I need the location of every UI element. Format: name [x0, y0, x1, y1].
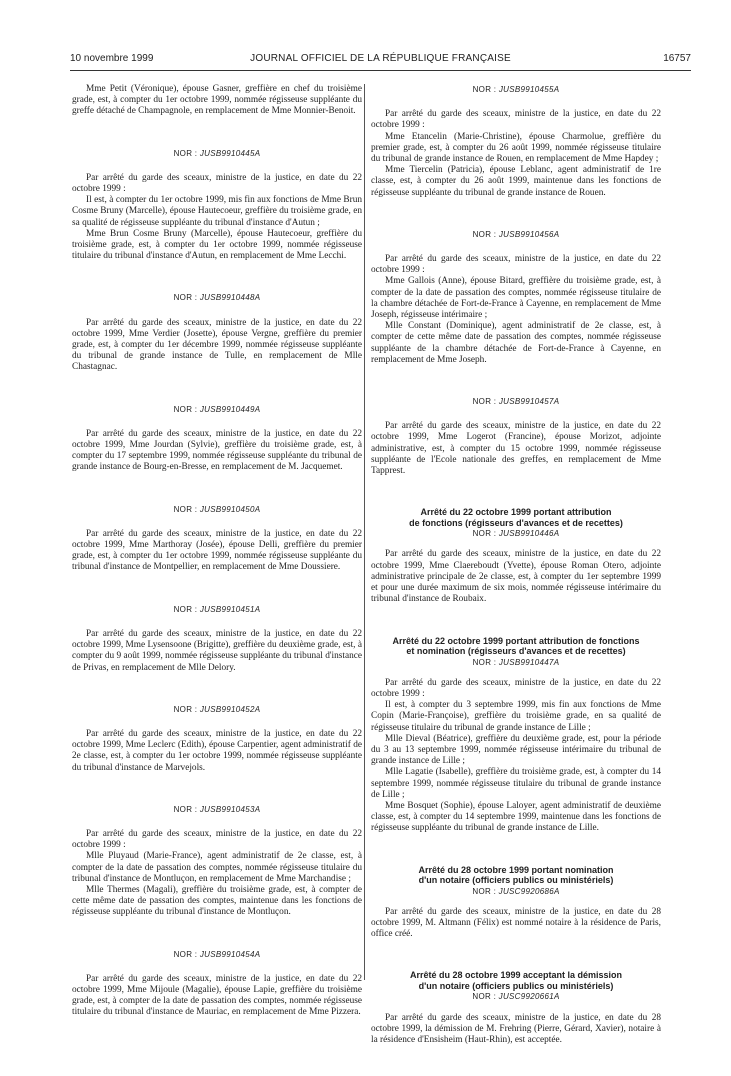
- nor-code: JUSB9910457A: [498, 397, 560, 407]
- nor-reference: [72, 604, 362, 615]
- nor-code: JUSC9920661A: [498, 992, 560, 1002]
- nor-reference: [371, 991, 661, 1002]
- nor-reference: [371, 396, 661, 407]
- decree-section: [72, 504, 362, 574]
- decree-section: [72, 292, 362, 373]
- nor-label: NOR :: [472, 992, 497, 1002]
- nor-reference: [72, 504, 362, 515]
- decree-section: [371, 865, 661, 941]
- nor-reference: [72, 804, 362, 815]
- nor-reference: [72, 148, 362, 159]
- decree-paragraph: Par arrêté du garde des sceaux, ministre de la justice, en date du 22 octobre 1999, Mme Logerot (Francine), épouse Morizot, adjointe administrative, est, à compter du 15 octobre 1999, nommée régisseuse suppléante de l'Ecole nationale des greffes, en remplacement de Mme Tapprest.: [371, 421, 661, 477]
- decree-paragraph: Par arrêté du garde des sceaux, ministre de la justice, en date du 22 octobre 1999 :: [371, 254, 661, 276]
- decree-title: d'un notaire (officiers publics ou ministériels): [418, 875, 614, 886]
- decree-section: [72, 604, 362, 674]
- decree-paragraph: Par arrêté du garde des sceaux, ministre de la justice, en date du 28 octobre 1999, la démission de M. Frehring (Pierre, Gérard, Xavier), notaire à la résidence d'Ensisheim (Haut-Rhin), est acceptée.: [371, 1012, 661, 1045]
- decree-title: Arrêté du 28 octobre 1999 portant nomination: [418, 864, 614, 875]
- decree-paragraph: Par arrêté du garde des sceaux, ministre de la justice, en date du 22 octobre 1999, Mme Lysensoone (Brigitte), greffière du deuxième grade, est, à compter du 9 août 1999, nommée régisseuse suppléante du tribunal d'instance de Privas, en remplacement de Mlle Delory.: [72, 628, 362, 673]
- nor-code: JUSB9910455A: [498, 85, 560, 94]
- nor-reference: [371, 84, 661, 95]
- decree-section: [72, 704, 362, 774]
- nor-code: JUSB9910451A: [199, 604, 261, 614]
- left-column: [72, 84, 362, 1049]
- decree-paragraph: Par arrêté du garde des sceaux, ministre de la justice, en date du 22 octobre 1999 :: [371, 677, 661, 699]
- nor-label: NOR :: [472, 229, 497, 239]
- nor-code: JUSB9910446A: [498, 529, 560, 539]
- page-header: [70, 53, 691, 67]
- nor-reference: [371, 229, 661, 240]
- nor-code: JUSB9910447A: [498, 657, 560, 667]
- nor-code: JUSB9910454A: [199, 949, 261, 959]
- nor-code: JUSB9910450A: [199, 504, 261, 514]
- decree-section: [371, 229, 661, 366]
- decree-section: [371, 507, 661, 605]
- nor-reference: [72, 949, 362, 960]
- nor-label: NOR :: [173, 148, 198, 158]
- nor-label: NOR :: [472, 886, 497, 896]
- decree-paragraph: Mme Brun Cosme Bruny (Marcelle), épouse Hautecoeur, greffière du troisième grade, est, à compter du 1er octobre 1999, nommée régisseuse titulaire du tribunal d'instance d'Autun, en remplacement de Mme Lecchi.: [72, 228, 362, 262]
- nor-code: JUSB9910445A: [199, 148, 261, 158]
- nor-label: NOR :: [173, 949, 198, 959]
- decree-title: et nomination (régisseurs d'avances et de recettes): [406, 646, 626, 656]
- nor-code: JUSB9910448A: [199, 293, 261, 303]
- decree-paragraph: Il est, à compter du 1er octobre 1999, mis fin aux fonctions de Mme Brun Cosme Bruny (Marcelle), épouse Hautecoeur, greffière du troisième grade, en sa qualité de régisseuse suppléante du tribunal d'instance d'Autun ;: [72, 195, 362, 228]
- decree-paragraph: Par arrêté du garde des sceaux, ministre de la justice, en date du 22 octobre 1999, Mme Jourdan (Sylvie), greffière du troisième grade, est, à compter du 17 septembre 1999, nommée régisseuse suppléante du tribunal de grande instance de Bourg-en-Bresse, en remplacement de M. Jacquemet.: [72, 428, 362, 473]
- decree-paragraph: Par arrêté du garde des sceaux, ministre de la justice, en date du 22 octobre 1999, Mme Mijoule (Magalie), épouse Lapie, greffière du troisième grade, est, à compter de la date de passation des comptes, nommée régisseuse titulaire du tribunal d'instance de Mauriac, en remplacement de Mme Pizzera.: [72, 973, 362, 1018]
- decree-paragraph: Mme Tiercelin (Patricia), épouse Leblanc, agent administratif de 1re classe, est, à compter du 26 août 1999, maintenue dans les fonctions de régisseuse suppléante du tribunal de grande instance de Rouen.: [371, 165, 661, 198]
- header-rule: [70, 70, 691, 71]
- decree-paragraph: Il est, à compter du 3 septembre 1999, mis fin aux fonctions de Mme Copin (Marie-Françoise), greffière du troisième grade, en sa qualité de régisseuse titulaire du tribunal de grande instance de Lille ;: [371, 700, 661, 733]
- nor-label: NOR :: [173, 504, 198, 514]
- nor-code: JUSB9910453A: [199, 804, 261, 814]
- decree-title: Arrêté du 28 octobre 1999 acceptant la démission: [409, 970, 623, 981]
- page-number: 16757: [663, 53, 691, 64]
- decree-section: [371, 636, 661, 835]
- decree-paragraph: Mlle Thermes (Magali), greffière du troisième grade, est, à compter de cette même date de passation des comptes, maintenue dans les fonctions de régisseuse suppléante du tribunal d'instance de Montluçon.: [72, 884, 362, 918]
- nor-label: NOR :: [472, 529, 497, 539]
- nor-label: NOR :: [472, 397, 497, 407]
- decree-paragraph: Mlle Pluyaud (Marie-France), agent administratif de 2e classe, est, à compter de la date de passation des comptes, nommée régisseuse titulaire du tribunal d'instance de Montluçon, en remplacement de Mme Marchandise ;: [72, 851, 362, 884]
- nor-reference: [371, 528, 661, 539]
- nor-reference: [72, 704, 362, 715]
- nor-label: NOR :: [173, 704, 198, 714]
- nor-label: NOR :: [173, 604, 198, 614]
- nor-reference: [371, 657, 661, 668]
- decree-section: [72, 404, 362, 474]
- nor-code: JUSB9910456A: [498, 229, 560, 239]
- column-divider: [364, 84, 365, 980]
- nor-label: NOR :: [173, 293, 198, 303]
- decree-paragraph: Mlle Constant (Dominique), agent administratif de 2e classe, est, à compter de cette même date de passation des comptes, nommée régisseuse suppléante de la chambre détachée de Fort-de-France à Cayenne, en remplacement de Mme Joseph.: [371, 321, 661, 365]
- decree-section: [72, 949, 362, 1019]
- decree-title: Arrêté du 22 octobre 1999 portant attribution de fonctions: [392, 635, 640, 646]
- decree-paragraph: Mme Bosquet (Sophie), épouse Laloyer, agent administratif de deuxième classe, est, à compter du 14 septembre 1999, maintenue dans les fonctions de régisseuse suppléante du tribunal de grande instance de Lille.: [371, 800, 661, 834]
- decree-paragraph: Par arrêté du garde des sceaux, ministre de la justice, en date du 22 octobre 1999, Mme Claereboudt (Yvette), épouse Roman Otero, adjointe administrative principale de 2e classe, est, à compter du 1er septembre 1999 et pour une durée maximum de six mois, nommée régisseuse intérimaire du tribunal d'instance de Roubaix.: [371, 549, 661, 605]
- decree-paragraph: Par arrêté du garde des sceaux, ministre de la justice, en date du 22 octobre 1999, Mme Marthoray (Josée), épouse Delli, greffière du premier grade, est, à compter du 1er octobre 1999, nommée régisseuse suppléante du tribunal d'instance de Montpellier, en remplacement de Mme Doussiere.: [72, 528, 362, 573]
- decree-title: de fonctions (régisseurs d'avances et de recettes): [409, 517, 623, 528]
- nor-reference: [72, 292, 362, 303]
- nor-code: JUSB9910452A: [199, 704, 261, 714]
- decree-paragraph: Mlle Dieval (Béatrice), greffière du deuxième grade, est, pour la période du 3 au 13 septembre 1999, nommée régisseuse intérimaire du tribunal de grande instance de Lille ;: [371, 733, 661, 767]
- decree-section: [72, 148, 362, 263]
- decree-title: Arrêté du 22 octobre 1999 portant attribution: [420, 507, 612, 518]
- decree-paragraph: Mlle Lagatie (Isabelle), greffière du troisième grade, est, à compter du 14 septembre 1999, nommée régisseuse titulaire du tribunal de grande instance de Lille ;: [371, 767, 661, 800]
- decree-section: [371, 396, 661, 477]
- decree-paragraph: Par arrêté du garde des sceaux, ministre de la justice, en date du 22 octobre 1999 :: [72, 828, 362, 851]
- right-column: [371, 84, 661, 1076]
- decree-section: [371, 84, 661, 199]
- decree-paragraph: Mme Etancelin (Marie-Christine), épouse Charmolue, greffière du premier grade, est, à compter du 26 août 1999, nommée régisseuse titulaire du tribunal de grande instance de Rouen, en remplacement de Mme Hapdey ;: [371, 131, 661, 165]
- decree-section: [72, 804, 362, 919]
- decree-paragraph: Mme Petit (Véronique), épouse Gasner, greffière en chef du troisième grade, est, à compter du 1er octobre 1999, nommée régisseuse suppléante du greffe détaché de Champagnole, en remplacement de Mme Monnier-Benoit.: [72, 84, 362, 117]
- decree-title: d'un notaire (officiers publics ou ministériels): [418, 980, 614, 991]
- decree-paragraph: Par arrêté du garde des sceaux, ministre de la justice, en date du 22 octobre 1999, Mme Verdier (Josette), épouse Vergne, greffière du premier grade, est, à compter du 1er décembre 1999, nommée régisseuse suppléante du tribunal de grande instance de Tulle, en remplacement de Mlle Chastagnac.: [72, 317, 362, 373]
- nor-reference: [72, 404, 362, 415]
- decree-paragraph: Par arrêté du garde des sceaux, ministre de la justice, en date du 22 octobre 1999, Mme Leclerc (Edith), épouse Carpentier, agent administratif de 2e classe, est, à compter du 1er octobre 1999, nommée régisseuse suppléante du tribunal d'instance de Marvejols.: [72, 728, 362, 773]
- decree-paragraph: Par arrêté du garde des sceaux, ministre de la justice, en date du 28 octobre 1999, M. Altmann (Félix) est nommé notaire à la résidence de Paris, office créé.: [371, 906, 661, 940]
- nor-label: NOR :: [173, 804, 198, 814]
- decree-paragraph: Par arrêté du garde des sceaux, ministre de la justice, en date du 22 octobre 1999 :: [72, 172, 362, 195]
- nor-code: JUSB9910449A: [199, 404, 261, 414]
- nor-label: NOR :: [173, 404, 198, 414]
- header-date: 10 novembre 1999: [70, 53, 154, 64]
- decree-paragraph: Mme Gallois (Anne), épouse Bitard, greffière du troisième grade, est, à compter de la date de passation des comptes, nommée régisseuse titulaire de la chambre détachée de Fort-de-France à Cayenne, en remplacement de Mme Joseph, régisseuse intérimaire ;: [371, 276, 661, 321]
- decree-paragraph: Par arrêté du garde des sceaux, ministre de la justice, en date du 22 octobre 1999 :: [371, 109, 661, 131]
- nor-label: NOR :: [472, 85, 497, 94]
- journal-title: JOURNAL OFFICIEL DE LA RÉPUBLIQUE FRANÇAISE: [250, 53, 511, 64]
- nor-label: NOR :: [472, 657, 497, 667]
- nor-reference: [371, 886, 661, 897]
- nor-code: JUSC9920686A: [498, 886, 560, 896]
- decree-section: [72, 84, 362, 118]
- decree-section: [371, 970, 661, 1046]
